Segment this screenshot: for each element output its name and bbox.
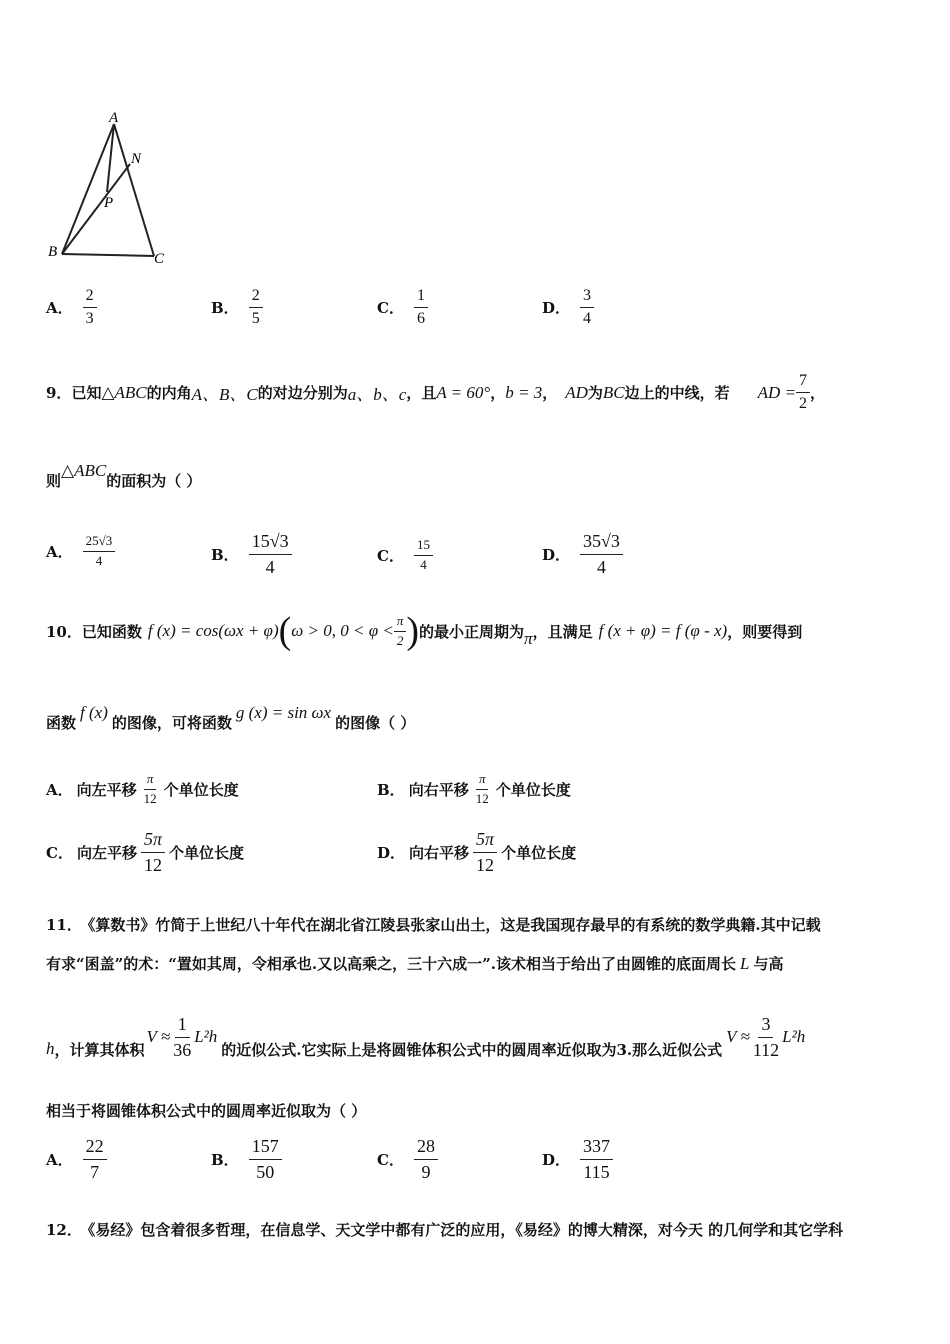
option-label: A． xyxy=(46,1150,73,1169)
option-label: B． xyxy=(377,780,405,799)
option-label: B． xyxy=(211,545,239,564)
option-fraction: $\frac{5\pi}{12}$ xyxy=(141,829,165,875)
edge-bc xyxy=(62,254,154,256)
q11-stem-line3: h ，计算其体积 V ≈ $\frac{1}{36}$ L²h 的近似公式.它实际上是将圆锥体积公式中的圆周率近似取为3.那么近似公式 V ≈ $\frac{3}{112}$ L²h xyxy=(46,1014,806,1060)
option-fraction: $\frac{22}{7}$ xyxy=(83,1136,107,1182)
q9-option-c[interactable] xyxy=(377,538,433,573)
q11-number: 11． xyxy=(46,916,82,934)
segment-bn xyxy=(62,164,130,254)
q10-option-b[interactable]: B． 向右平移 $\frac{\pi}{12}$ 个单位长度 xyxy=(377,771,571,806)
q11-option-c[interactable] xyxy=(377,1136,438,1182)
option-fraction: $\frac{337}{115}$ xyxy=(580,1136,613,1182)
option-fraction: $\frac{2}{5}$ xyxy=(249,287,263,329)
v2-fraction: $\frac{3}{112}$ xyxy=(752,1014,780,1060)
q10-option-a[interactable]: A． 向左平移 $\frac{\pi}{12}$ 个单位长度 xyxy=(46,771,239,806)
label-c: C xyxy=(154,251,165,267)
q12-number: 12． xyxy=(46,1221,82,1239)
q10-number: 10． xyxy=(46,622,82,641)
q9-stem-line1: 9． 已知 △ABC 的内角 A、B、C 的对边分别为 a、b、c ，且 A = 60° ， b = 3 ， AD 为 BC 边上的中线，若 AD = $\frac{7}{2}$ ， xyxy=(46,372,826,413)
q8-option-d[interactable] xyxy=(542,287,594,329)
q8-option-a[interactable] xyxy=(46,287,97,329)
option-fraction: $\frac{25√3}{4}$ xyxy=(83,534,116,569)
option-label: D． xyxy=(542,545,571,564)
q9-option-b[interactable] xyxy=(211,531,292,577)
option-label: B． xyxy=(211,1150,239,1169)
q10-option-c[interactable]: C． 向左平移 $\frac{5\pi}{12}$ 个单位长度 xyxy=(46,829,245,875)
option-label: D． xyxy=(542,1150,571,1169)
q11-option-a[interactable] xyxy=(46,1136,107,1182)
option-label: D． xyxy=(377,843,406,862)
q9-number: 9． xyxy=(46,384,72,403)
q8-option-c[interactable] xyxy=(377,287,428,329)
option-label: C． xyxy=(46,843,73,862)
q11-stem-line2: 有求“囷盖”的术：“置如其周，令相承也.又以高乘之，三十六成一”.该术相当于给出了由圆锥的底面周长 L 与高 xyxy=(46,954,784,973)
option-label: A． xyxy=(46,780,73,799)
label-p: P xyxy=(104,195,114,211)
option-fraction: $\frac{2}{3}$ xyxy=(83,287,97,329)
option-fraction: $\frac{\pi}{12}$ xyxy=(475,771,489,806)
option-label: A． xyxy=(46,299,73,318)
option-fraction: $\frac{1}{6}$ xyxy=(414,287,428,329)
q9-option-a[interactable] xyxy=(46,534,115,569)
q11-option-d[interactable] xyxy=(542,1136,613,1182)
triangle-figure xyxy=(44,110,174,270)
q10-stem-line1: 10． 已知函数 f (x) = cos(ωx + φ) ( ω > 0, 0 < φ < $\frac{\pi}{2}$ ) 的最小正周期为 π ，且满足 f (x + φ) = f (φ - x) ，则要得到 xyxy=(46,610,803,652)
q11-stem-line4: 相当于将圆锥体积公式中的圆周率近似取为（ ） xyxy=(46,1102,367,1120)
option-label: B． xyxy=(211,299,239,318)
option-label: D． xyxy=(542,299,571,318)
option-fraction: $\frac{\pi}{12}$ xyxy=(143,771,157,806)
option-fraction: $\frac{5\pi}{12}$ xyxy=(473,829,497,875)
option-fraction: $\frac{15√3}{4}$ xyxy=(249,531,292,577)
option-fraction: $\frac{3}{4}$ xyxy=(580,287,594,329)
q10-option-d[interactable]: D． 向右平移 $\frac{5\pi}{12}$ 个单位长度 xyxy=(377,829,577,875)
option-fraction: $\frac{35√3}{4}$ xyxy=(580,531,623,577)
pi-over-two: $\frac{\pi}{2}$ xyxy=(394,614,407,649)
option-label: C． xyxy=(377,299,404,318)
v1-fraction: $\frac{1}{36}$ xyxy=(173,1014,192,1060)
q11-stem-line1: 11． 《算数书》竹简于上世纪八十年代在湖北省江陵县张家山出土，这是我国现存最早的有系统的数学典籍.其中记载 xyxy=(46,916,821,934)
q9-option-d[interactable] xyxy=(542,531,623,577)
option-fraction: $\frac{15}{4}$ xyxy=(414,538,433,573)
q8-option-b[interactable] xyxy=(211,287,263,329)
q12-stem-line1: 12． 《易经》包含着很多哲理，在信息学、天文学中都有广泛的应用，《易经》的博大精深，对今天 的几何学和其它学科 xyxy=(46,1221,844,1239)
q10-stem-line2: 函数f (x)的图像，可将函数g (x) = sin ωx的图像（ ） xyxy=(46,703,416,732)
option-fraction: $\frac{28}{9}$ xyxy=(414,1136,438,1182)
label-a: A xyxy=(109,110,119,126)
q11-option-b[interactable] xyxy=(211,1136,282,1182)
option-label: A． xyxy=(46,542,73,561)
option-label: C． xyxy=(377,1150,404,1169)
label-b: B xyxy=(48,244,58,260)
edge-ac xyxy=(114,124,154,256)
option-label: C． xyxy=(377,546,404,565)
ad-fraction: $\frac{7}{2}$ xyxy=(796,372,810,414)
label-n: N xyxy=(131,151,142,167)
edge-ab xyxy=(62,124,114,254)
option-fraction: $\frac{157}{50}$ xyxy=(249,1136,282,1182)
q9-stem-line2: 则△ABC的面积为（ ） xyxy=(46,461,202,490)
